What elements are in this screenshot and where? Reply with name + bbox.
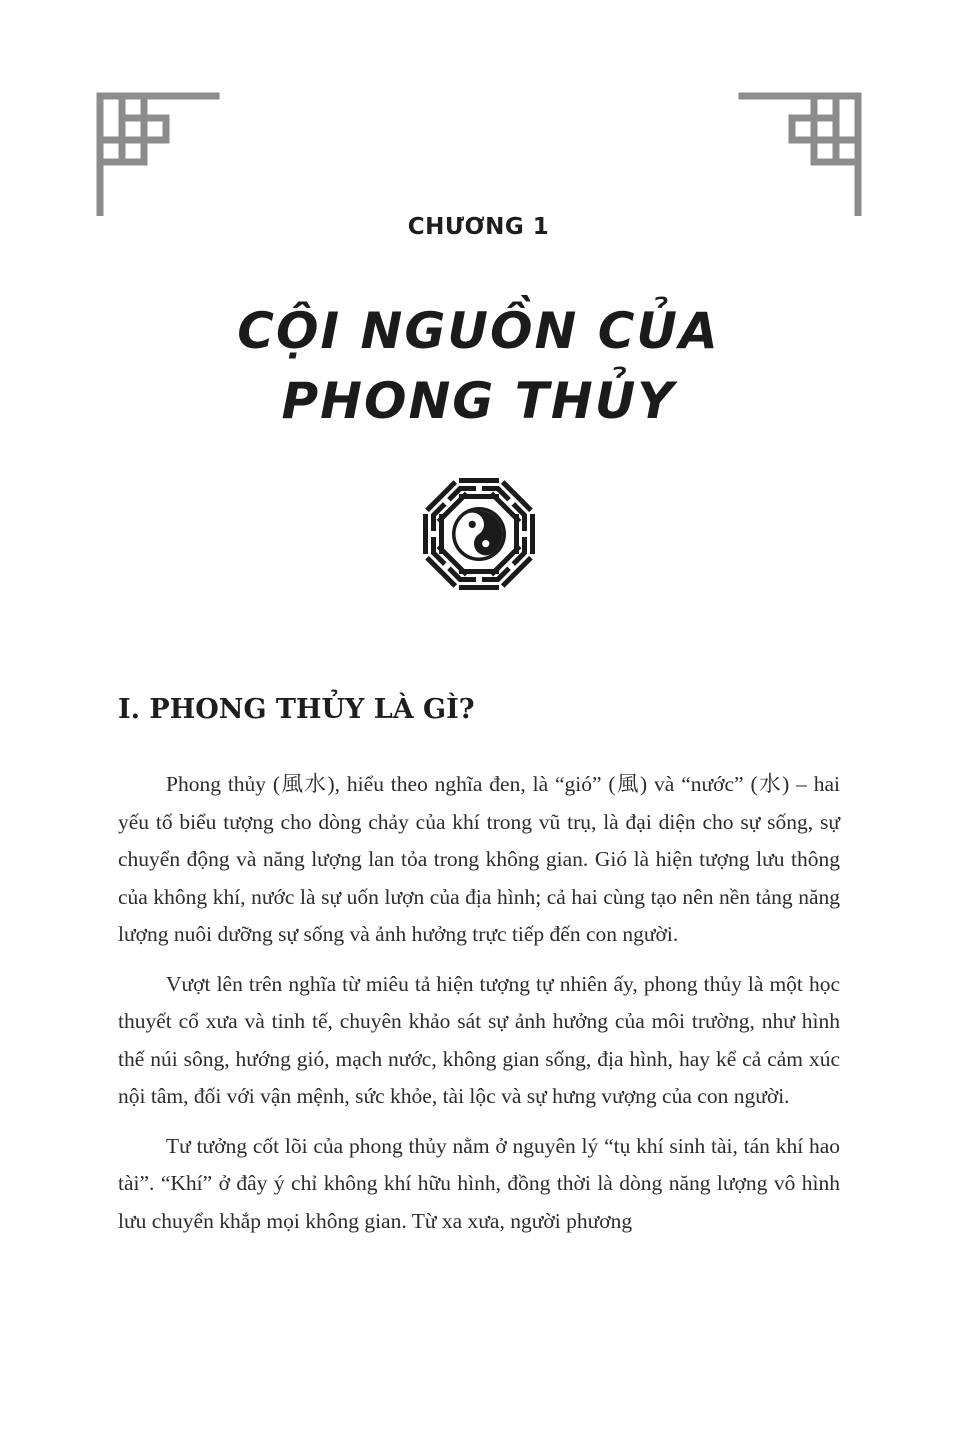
- paragraph-1: Phong thủy (風水), hiểu theo nghĩa đen, là “gió” (風) và “nước” (水) – hai yếu tố biểu tượng cho dòng chảy của khí trong vũ trụ, là đại diện cho sự sống, sự chuyển động và năng lượng lan tỏa trong không gian. Gió là hiện tượng lưu thông của không khí, nước là sự uốn lượn của địa hình; cả hai cùng tạo nên nền tảng năng lượng nuôi dưỡng sự sống và ảnh hưởng trực tiếp đến con người.: [118, 772, 840, 946]
- paragraph-3: Tư tưởng cốt lõi của phong thủy nằm ở nguyên lý “tụ khí sinh tài, tán khí hao tài”. “Khí” ở đây ý chỉ không khí hữu hình, đồng thời là dòng năng lượng vô hình lưu chuyển khắp mọi không gian. Từ xa xưa, người phương: [118, 1133, 840, 1233]
- chapter-title-line-2: PHONG THỦY: [281, 372, 676, 430]
- section-heading: I. PHONG THỦY LÀ GÌ?: [118, 694, 475, 725]
- bagua-yin-yang-icon: [419, 474, 539, 594]
- chapter-label: CHƯƠNG 1: [407, 214, 550, 240]
- paragraph-2: Vượt lên trên nghĩa từ miêu tả hiện tượng tự nhiên ấy, phong thủy là một học thuyết cổ xưa và tinh tế, chuyên khảo sát sự ảnh hưởng của môi trường, như hình thế núi sông, hướng gió, mạch nước, không gian sống, địa hình, hay kể cả cảm xúc nội tâm, đối với vận mệnh, sức khỏe, tài lộc và sự hưng vượng của con người.: [118, 971, 840, 1108]
- chapter-title: [0, 296, 957, 436]
- chapter-title-line-1: CỘI NGUỒN CỦA: [237, 302, 720, 360]
- corner-ornament-right-icon: [738, 92, 862, 216]
- body-text: [118, 766, 840, 1252]
- corner-ornament-left-icon: [96, 92, 220, 216]
